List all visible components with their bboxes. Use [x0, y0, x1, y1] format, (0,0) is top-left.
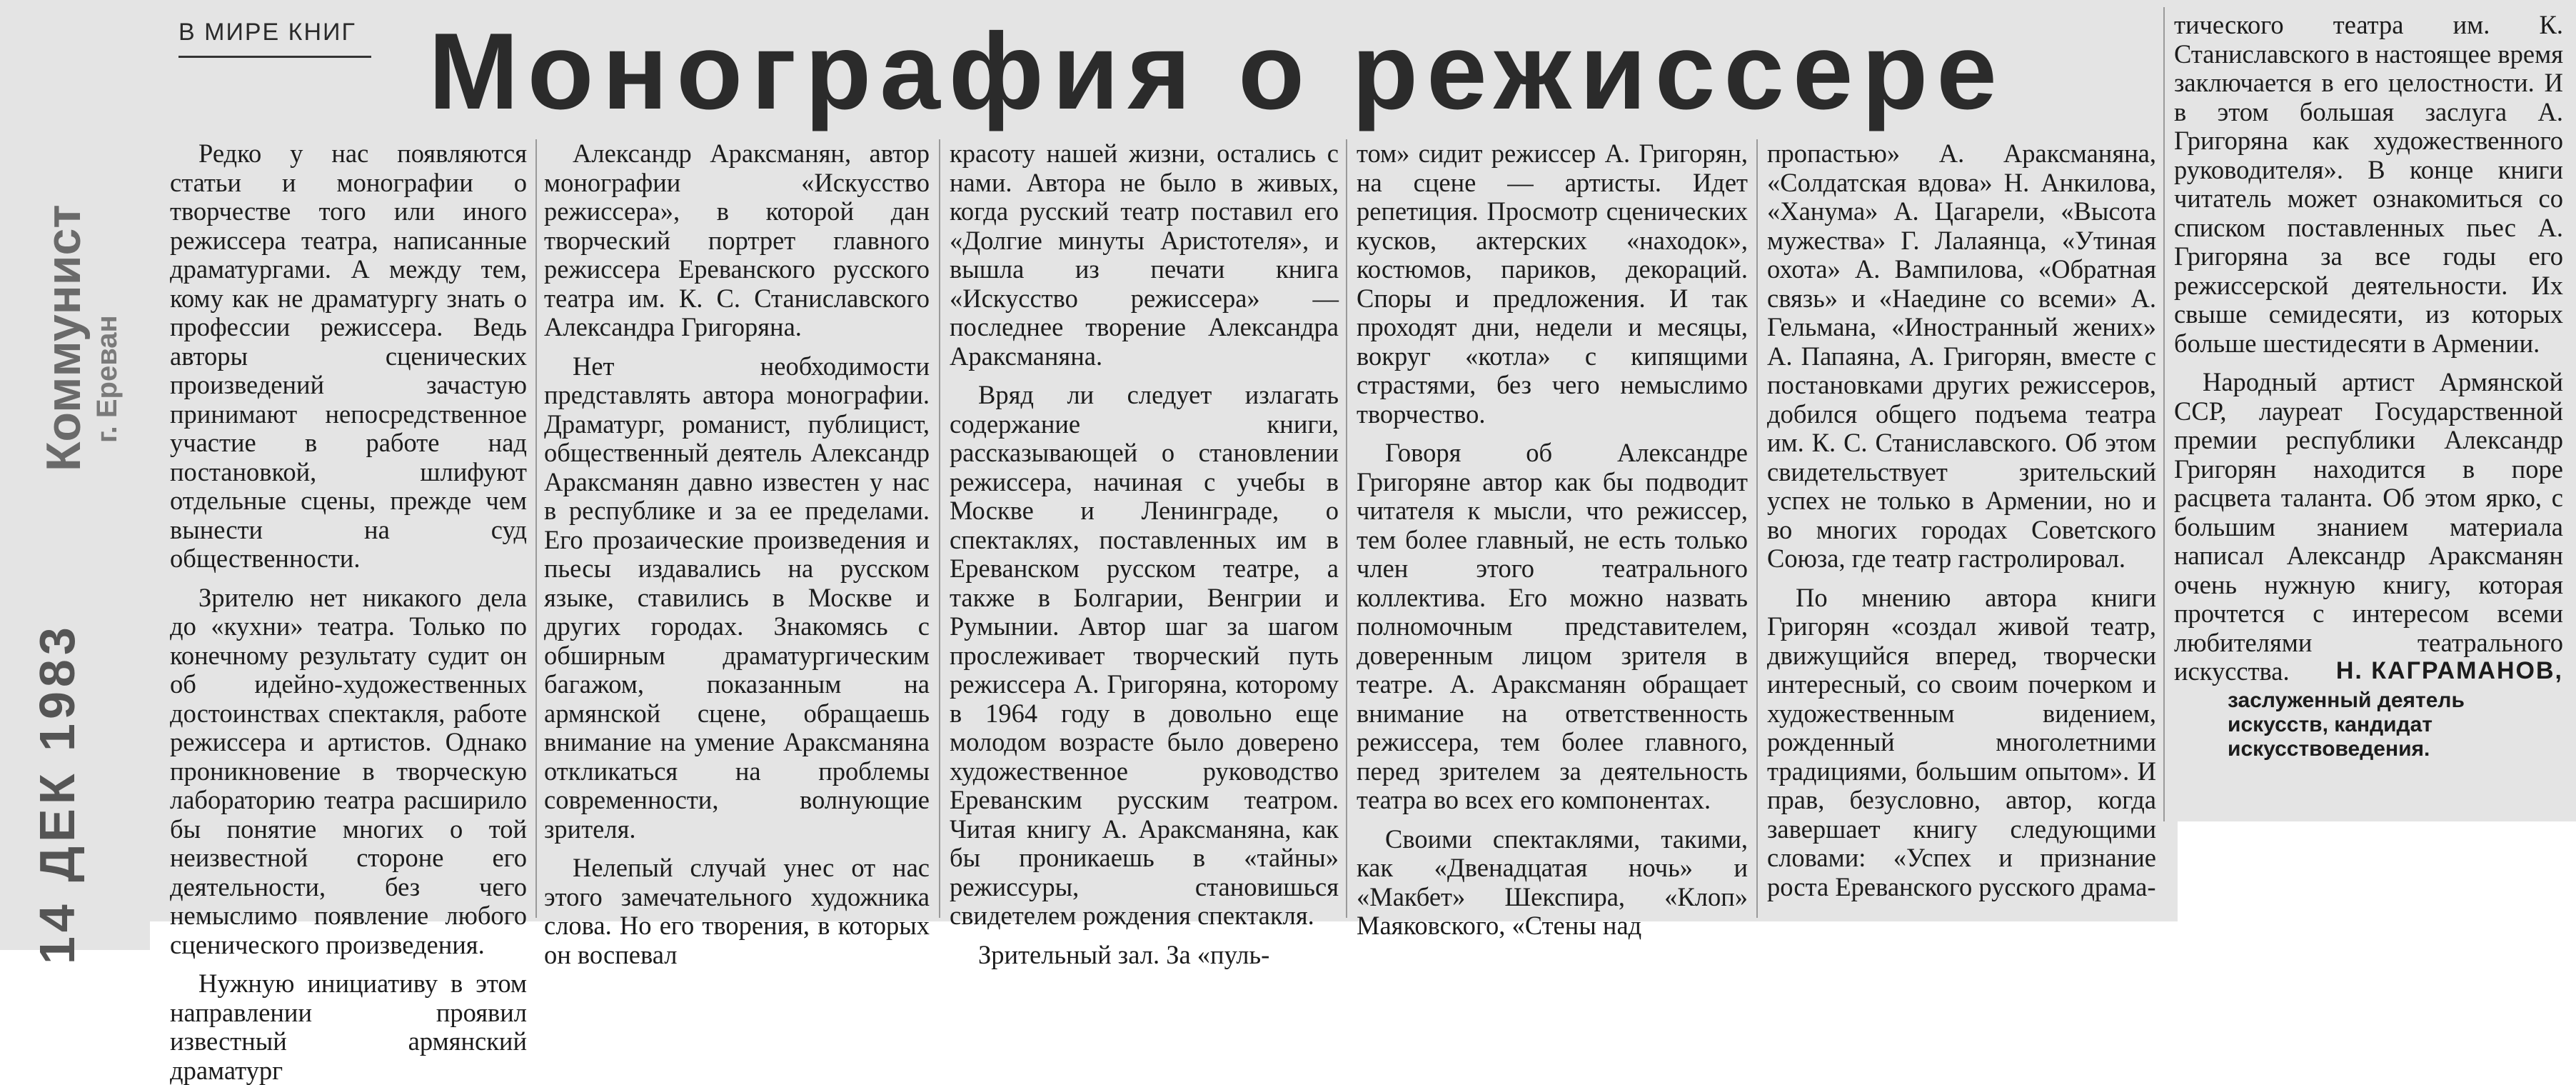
stamp-newspaper: Коммунист: [36, 204, 91, 471]
date-stamp: [13, 623, 85, 971]
article-column-4: [1357, 139, 1748, 940]
article-headline: Монография о режиссере: [428, 11, 2006, 132]
rubric-underline: [178, 56, 371, 58]
article-column-2: [544, 139, 930, 969]
author-name: Н. КАГРАМАНОВ,: [2335, 657, 2563, 684]
paragraph: Александр Араксманян, автор монографии «Искусство режиссера», в которой дан творческий портрет главного режиссера Ереванского русского театра им. К. С. Станиславского Александра Григоряна.: [544, 139, 930, 341]
paragraph: Нужную инициативу в этом направлении проявил известный армянский драматург: [170, 969, 527, 1085]
article-column-3: [950, 139, 1339, 969]
paragraph: Редко у нас появляются статьи и монографии о творчестве того или иного режиссера театра, написанные драматургами. А между тем, кому как не драматургу знать о профессии режиссера. Ведь авторы сценических произведений зачастую принимают непосредственное участие в работе над постановкой, шлифуют отдельные сцены, прежде чем вынести на суд общественности.: [170, 139, 527, 573]
paragraph: Вряд ли следует излагать содержание книги, рассказывающей о становлении режиссера, начиная с учебы в Москве и Ленинграде, о спектаклях, поставленных им в Ереванском русском театре, а также в Болгарии, Венгрии и Румынии. Автор шаг за шагом прослеживает творческий путь режиссера А. Григоряна, которому в 1964 году в довольно еще молодом возрасте было доверено художественное руководство Ереванским русским театром. Читая книгу А. Араксманяна, как бы проникаешь в «тайны» режиссуры, становишься свидетелем рождения спектакля.: [950, 380, 1339, 930]
paragraph: По мнению автора книги Григорян «создал живой театр, движущийся вперед, творчески интересный, со своим почерком и художественным видением, рожденный многолетними традициями, большим опытом». И прав, безусловно, автор, когда завершает книгу следующими словами: «Успех и признание роста Ереванского русского драма-: [1767, 582, 2156, 901]
column-separator: [1756, 139, 1758, 918]
stamp-city: г. Ереван: [91, 315, 123, 443]
paragraph: Зрителю нет никакого дела до «кухни» театра. Только по конечному результату судит он об идейно-художественных достоинствах спектакля, работе режиссера и артистов. Однако проникновение в творческую лабораторию театра расширило бы понятие многих о той неизвестной стороне его деятельности, без чего немыслимо появление любого сценического произведения.: [170, 582, 527, 959]
column-separator: [939, 139, 940, 918]
paragraph: тического театра им. К. Станиславского в настоящее время заключается в его целостности. И в этом большая заслуга А. Григоряна как художественного руководителя». В конце книги читатель может ознакомиться со списком поставленных пьес А. Григоряна за все годы его режиссерской деятельности. Их свыше семидесяти, из которых больше шестидесяти в Армении.: [2174, 10, 2563, 358]
paragraph: пропастью» А. Араксманяна, «Солдатская вдова» Н. Анкилова, «Ханума» А. Цагарели, «Высота мужества» Г. Лалаянца, «Утиная охота» А. Вампилова, «Обратная связь» и «Наедине со всеми» А. Гельмана, «Иностранный жених» А. Папаяна, А. Григорян, вместе с постановками других режиссеров, добился общего подъема театра им. К. С. Станиславского. Об этом свидетельствует зрительский успех не только в Армении, но и во многих городах Советского Союза, где театр гастролировал.: [1767, 139, 2156, 573]
author-credentials: заслуженный деятель искусств, кандидат искусствоведения.: [2228, 689, 2465, 761]
column-separator: [1346, 139, 1347, 918]
paragraph: Говоря об Александре Григоряне автор как бы подводит читателя к мысли, что режиссер, тем более главный, не есть только член этого театрального коллектива. Его можно назвать полномочным представителем, доверенным лицом зрителя в театре. А. Араксманян обращает внимание на ответственность режиссера, тем более главного, перед зрителем за деятельность театра во всех его компонентах.: [1357, 438, 1748, 814]
paragraph: Зрительный зал. За «пуль-: [978, 939, 1270, 969]
paper-cutout-right: [2178, 821, 2576, 986]
paragraph: Своими спектаклями, такими, как «Двенадцатая ночь» и «Макбет» Шекспира, «Клоп» Маяковского, «Стены над: [1357, 824, 1748, 940]
column-separator: [2163, 7, 2165, 821]
paragraph: красоту нашей жизни, остались с нами. Автора не было в живых, когда русский театр поставил его «Долгие минуты Аристотеля», и вышла из печати книга «Искусство режиссера» — последнее творение Александра Араксманяна.: [950, 139, 1339, 371]
article-column-1: [170, 139, 527, 1085]
newspaper-name-stamp: [29, 204, 123, 486]
column-separator: [535, 139, 537, 918]
paragraph: Народный артист Армянской ССР, лауреат Государственной премии республики Александр Григорян находится в поре расцвета таланта. Об этом ярко, с большим знанием материала написал Александр Араксманян очень нужную книгу, которая прочтется с интересом всеми любителями театрального искусства.: [2174, 367, 2563, 686]
paragraph: Нет необходимости представлять автора монографии. Драматург, романист, публицист, общественный деятель Александр Араксманян давно известен у нас в республике и за ее пределами. Его прозаические произведения и пьесы издавались на русском языке, ставились в Москве и других городах. Знакомясь с обширным драматургическим багажом, показанным на армянской сцене, обращаешь внимание на умение Араксманяна откликаться на проблемы современности, волнующие зрителя.: [544, 351, 930, 844]
paragraph: Нелепый случай унес от нас этого замечательного художника слова. Но его творения, в которых он воспевал: [544, 853, 930, 969]
paragraph: том» сидит режиссер А. Григорян, на сцене — артисты. Идет репетиция. Просмотр сценических кусков, актерских «находок», костюмов, париков, декораций. Споры и предложения. И так проходят дни, недели и месяцы, вокруг «котла» с кипящими страстями, без чего немыслимо творчество.: [1357, 139, 1748, 429]
stamp-date: 14 ДЕК 1983: [29, 623, 85, 964]
article-column-5: [1767, 139, 2156, 921]
author-signature: [2228, 657, 2563, 761]
rubric-label: В МИРЕ КНИГ: [178, 19, 356, 46]
